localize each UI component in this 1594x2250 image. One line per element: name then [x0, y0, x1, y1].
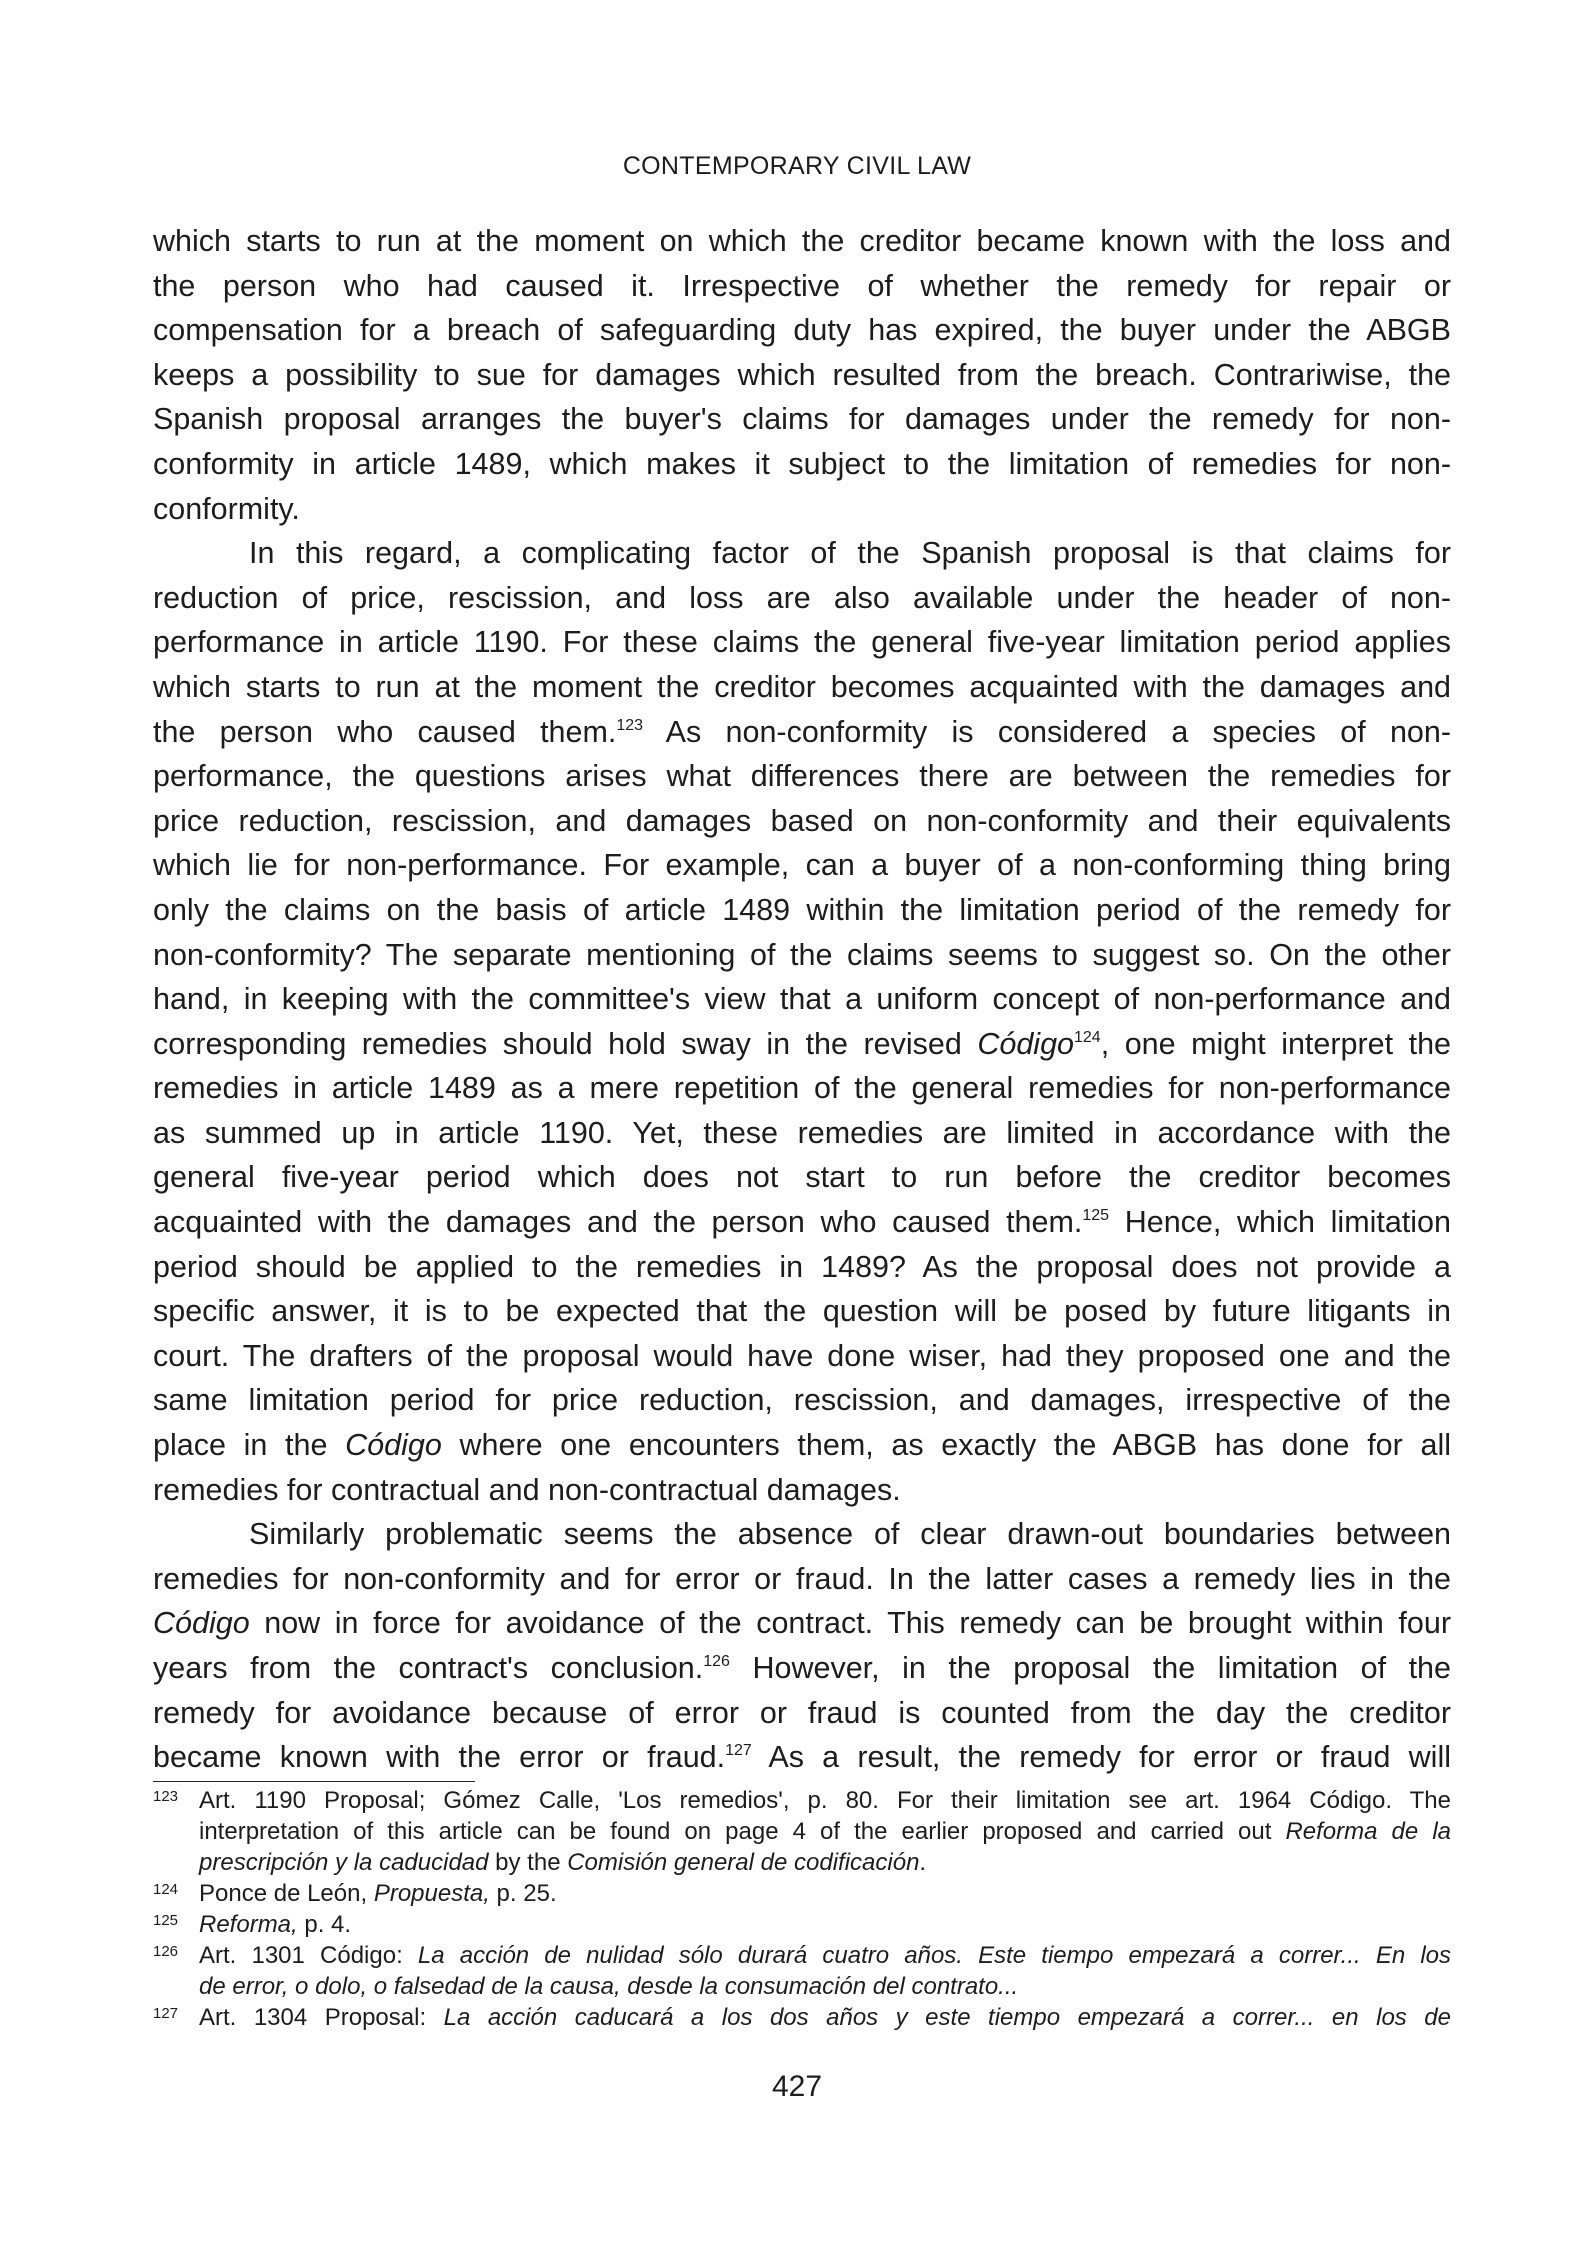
footnote-line: [199, 1971, 1451, 2002]
italic-text: Reforma,: [199, 1911, 298, 1938]
italic-text: La acción de nulidad sólo durará cuatro años. Este tiempo empezará a correr... En los: [417, 1942, 1452, 1969]
body-paragraph: [153, 1512, 1451, 1780]
text-segment: performance, the questions arises what differences there are between the remedies for: [153, 759, 1451, 794]
text-line: [153, 1245, 1451, 1290]
footnote-reference: 124: [1074, 1028, 1101, 1046]
footnote-line: [199, 2002, 1451, 2033]
footnote-number: 123: [153, 1788, 179, 1805]
text-line: [153, 665, 1451, 710]
text-segment: years from the contract's conclusion.: [153, 1651, 704, 1685]
text-segment: conformity in article 1489, which makes it subject to the limitation of remedies for non-: [153, 446, 1451, 481]
footnote-127: [153, 2002, 1451, 2033]
footnote-124: [153, 1878, 1451, 1909]
text-segment: same limitation period for price reduction, rescission, and damages, irrespective of the: [153, 1383, 1451, 1418]
footnote-reference: 126: [703, 1653, 730, 1670]
text-line: [153, 219, 1451, 264]
text-segment: .: [919, 1849, 927, 1876]
text-segment: performance in article 1190. For these claims the general five-year limitation period applies: [153, 625, 1451, 660]
body-paragraph: [153, 219, 1451, 531]
text-segment: became known with the error or fraud.: [153, 1740, 726, 1775]
running-head: CONTEMPORARY CIVIL LAW: [622, 152, 972, 180]
text-segment: conformity.: [153, 491, 300, 526]
text-segment: p. 4.: [297, 1911, 352, 1938]
footnote-number: 125: [153, 1912, 179, 1929]
footnote-reference: 127: [725, 1742, 752, 1760]
text-line: [153, 576, 1451, 621]
text-segment: Art. 1304 Proposal:: [199, 2004, 444, 2031]
footnote-line: [199, 1847, 1451, 1878]
text-segment: remedies in article 1489 as a mere repetition of the general remedies for non-performance: [153, 1071, 1451, 1106]
text-line: [153, 1334, 1451, 1379]
text-segment: which lie for non-performance. For example, can a buyer of a non-conforming thing bring: [153, 848, 1451, 883]
text-segment: Spanish proposal arranges the buyer's claims for damages under the remedy for non-: [153, 402, 1451, 437]
text-segment: In this regard, a complicating factor of the Spanish proposal is that claims for: [249, 536, 1451, 571]
body-paragraph: [153, 531, 1451, 1512]
text-segment: remedy for avoidance because of error or fraud is counted from the day the creditor: [153, 1695, 1451, 1730]
text-line: [153, 264, 1451, 309]
text-line: [153, 754, 1451, 799]
text-line: [153, 1601, 1451, 1646]
text-segment: compensation for a breach of safeguarding duty has expired, the buyer under the ABGB: [153, 313, 1451, 348]
text-line: [153, 1423, 1451, 1468]
text-segment: acquainted with the damages and the person who caused them.: [153, 1205, 1083, 1240]
text-segment: Hence, which limitation: [1109, 1205, 1451, 1240]
text-line: [153, 308, 1451, 353]
text-line: [153, 977, 1451, 1022]
footnote-number: 127: [153, 2005, 179, 2022]
footnote-line: [199, 1878, 1451, 1909]
text-segment: by the: [488, 1849, 568, 1876]
italic-text: de error, o dolo, o falsedad de la causa, desde la consumación del contrato...: [199, 1973, 1019, 2000]
italic-text: Código: [153, 1606, 250, 1641]
text-line: [153, 1512, 1451, 1557]
footnote-number: 124: [153, 1881, 179, 1898]
text-line: [153, 1557, 1451, 1602]
text-segment: corresponding remedies should hold sway in the revised: [153, 1026, 978, 1061]
text-segment: interpretation of this article can be found on page 4 of the earlier proposed and carried out: [199, 1818, 1286, 1845]
text-segment: general five-year period which does not start to run before the creditor becomes: [153, 1160, 1451, 1195]
text-line: [153, 1022, 1451, 1067]
text-line: [153, 1155, 1451, 1200]
text-segment: p. 25.: [489, 1880, 557, 1907]
text-line: [153, 442, 1451, 487]
text-segment: remedies for non-conformity and for error or fraud. In the latter cases a remedy lies in the: [153, 1561, 1451, 1596]
footnote-number: 126: [153, 1943, 179, 1960]
text-line: [153, 888, 1451, 933]
text-line: [153, 397, 1451, 442]
italic-text: Código: [345, 1428, 442, 1463]
text-segment: price reduction, rescission, and damages based on non-conformity and their equivalents: [153, 803, 1451, 838]
italic-text: Propuesta,: [373, 1880, 490, 1907]
text-line: [153, 843, 1451, 888]
text-segment: the person who caused them.: [153, 714, 617, 749]
text-segment: Art. 1190 Proposal; Gómez Calle, 'Los remedios', p. 80. For their limitation see art. 1964 Código. The: [199, 1787, 1451, 1814]
italic-text: Comisión general de codificación: [567, 1849, 920, 1876]
text-segment: specific answer, it is to be expected that the question will be posed by future litigants in: [153, 1294, 1451, 1329]
footnote-reference: 123: [616, 716, 644, 734]
text-segment: As a result, the remedy for error or fraud will: [751, 1740, 1451, 1775]
text-line: [153, 1066, 1451, 1111]
text-line: [153, 1468, 1451, 1513]
italic-text: La acción caducará a los dos años y este tiempo empezará a correr... en los de: [443, 2004, 1451, 2031]
text-segment: Ponce de León,: [199, 1880, 374, 1907]
footnote-line: [199, 1940, 1451, 1971]
footnote-126: [153, 1940, 1451, 2002]
text-segment: As non-conformity is considered a species of non-: [643, 714, 1452, 749]
text-segment: However, in the proposal the limitation of the: [729, 1651, 1451, 1685]
text-segment: remedies for contractual and non-contractual damages.: [153, 1472, 901, 1507]
text-segment: where one encounters them, as exactly the ABGB has done for all: [441, 1428, 1451, 1463]
text-segment: non-conformity? The separate mentioning of the claims seems to suggest so. On the other: [153, 937, 1451, 972]
text-line: [153, 1111, 1451, 1156]
text-segment: hand, in keeping with the committee's view that a uniform concept of non-performance and: [153, 982, 1451, 1017]
text-segment: keeps a possibility to sue for damages which resulted from the breach. Contrariwise, the: [153, 357, 1451, 392]
page-number: 427: [771, 2070, 823, 2103]
text-segment: Art. 1301 Código:: [199, 1942, 418, 1969]
italic-text: Código: [977, 1026, 1074, 1061]
text-line: [153, 710, 1451, 755]
text-line: [153, 1735, 1451, 1780]
text-line: [153, 933, 1451, 978]
body-text: [153, 219, 1451, 1780]
text-segment: which starts to run at the moment on which the creditor became known with the loss and: [153, 224, 1451, 258]
italic-text: prescripción y la caducidad: [199, 1849, 489, 1876]
footnote-125: [153, 1909, 1451, 1940]
text-line: [153, 487, 1451, 532]
text-segment: reduction of price, rescission, and loss are also available under the header of non-: [153, 580, 1451, 615]
footnote-123: [153, 1785, 1451, 1878]
text-line: [153, 799, 1451, 844]
text-segment: court. The drafters of the proposal would have done wiser, had they proposed one and the: [153, 1338, 1451, 1373]
text-line: [153, 620, 1451, 665]
text-segment: now in force for avoidance of the contract. This remedy can be brought within four: [249, 1606, 1451, 1641]
footnotes: [153, 1785, 1451, 2033]
footnote-line: [199, 1785, 1451, 1816]
footnote-reference: 125: [1082, 1207, 1110, 1225]
text-segment: the person who had caused it. Irrespective of whether the remedy for repair or: [153, 268, 1451, 303]
text-line: [153, 353, 1451, 398]
text-line: [153, 1200, 1451, 1245]
text-line: [153, 531, 1451, 576]
text-segment: which starts to run at the moment the creditor becomes acquainted with the damages and: [153, 669, 1451, 704]
text-line: [153, 1378, 1451, 1423]
text-segment: as summed up in article 1190. Yet, these remedies are limited in accordance with the: [153, 1115, 1451, 1150]
text-segment: place in the: [153, 1428, 346, 1463]
text-line: [153, 1289, 1451, 1334]
text-segment: Similarly problematic seems the absence of clear drawn-out boundaries between: [249, 1517, 1451, 1552]
text-segment: period should be applied to the remedies in 1489? As the proposal does not provide a: [153, 1249, 1451, 1284]
text-line: [153, 1646, 1451, 1691]
text-segment: , one might interpret the: [1100, 1026, 1451, 1061]
footnote-line: [199, 1816, 1451, 1847]
italic-text: Reforma de la: [1285, 1818, 1451, 1845]
text-line: [153, 1691, 1451, 1736]
footnote-line: [199, 1909, 1451, 1940]
footnote-separator: [153, 1781, 475, 1782]
text-segment: only the claims on the basis of article 1489 within the limitation period of the remedy for: [153, 892, 1451, 927]
